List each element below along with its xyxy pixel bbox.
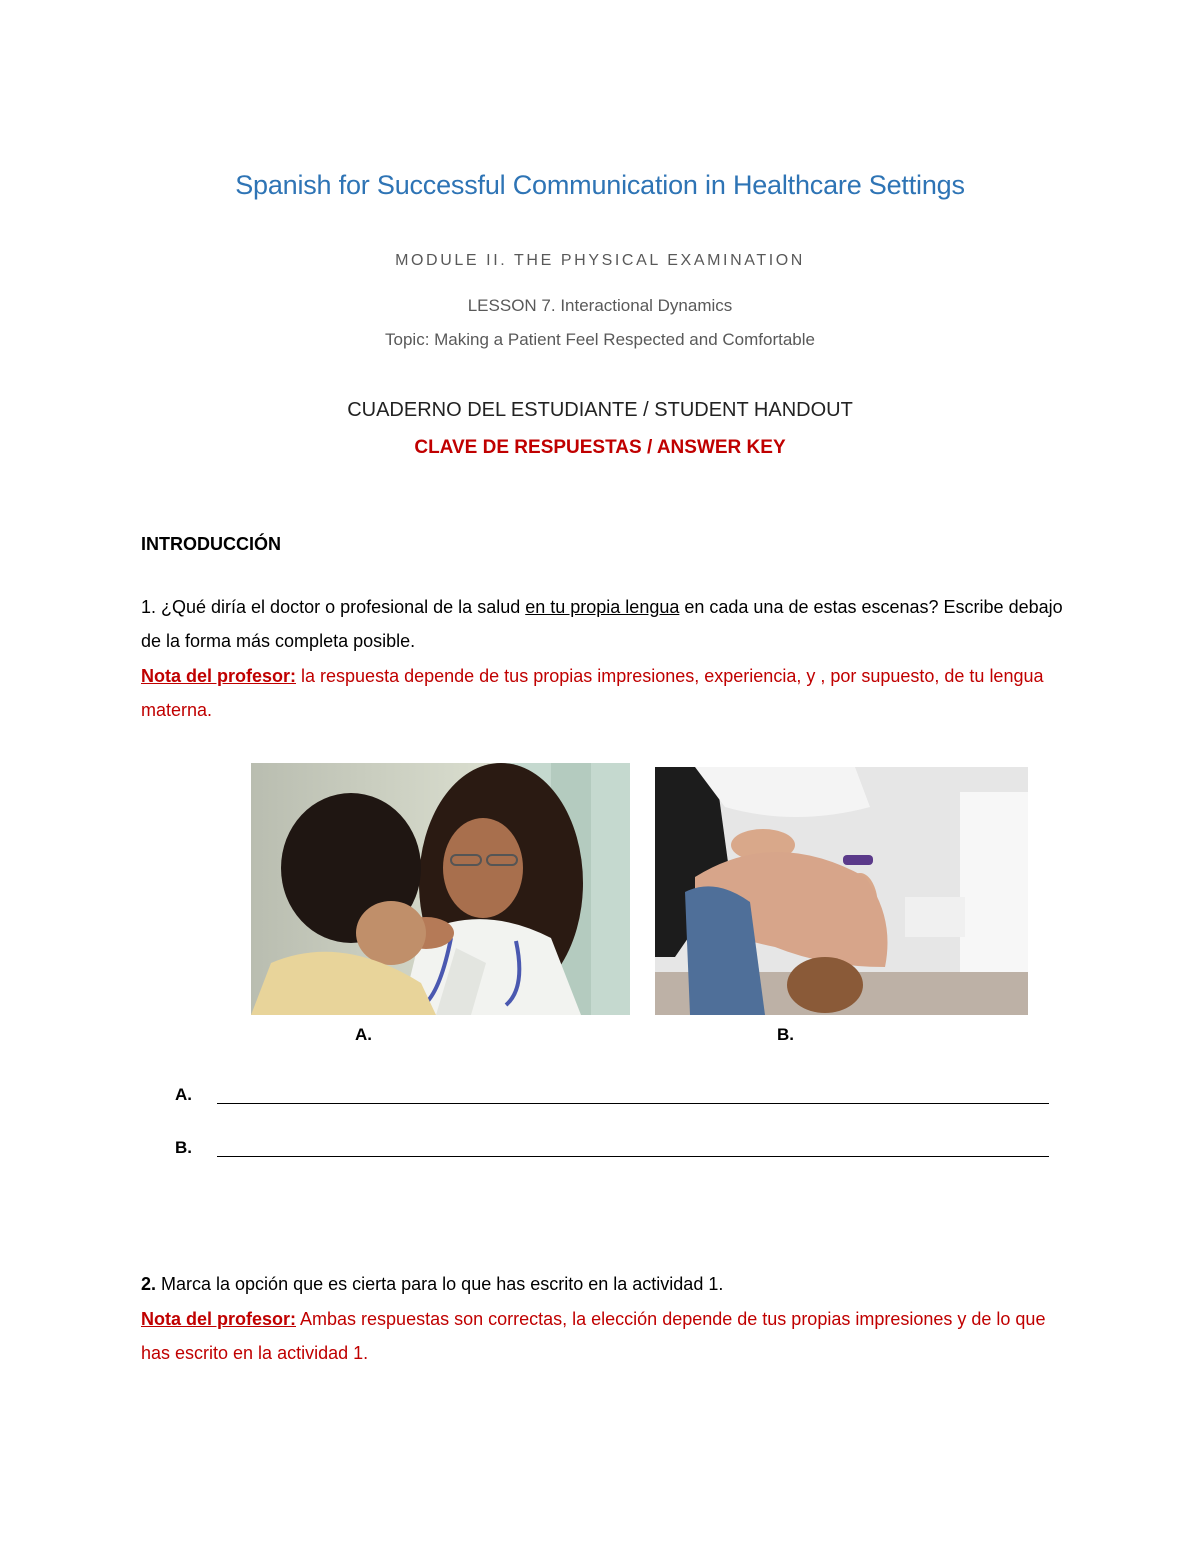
lesson-line: LESSON 7. Interactional Dynamics	[467, 296, 733, 315]
question-1-underlined: en tu propia lengua	[525, 597, 680, 617]
teacher-note-1-text: la respuesta depende de tus propias impresiones, experiencia, y , por supuesto, de tu lengua materna.	[141, 666, 1044, 720]
answer-line-a-blank[interactable]	[217, 1103, 1049, 1104]
teacher-note-2-label: Nota del profesor:	[141, 1309, 297, 1329]
photo-doctor-examining-patient	[251, 763, 630, 1015]
question-2-text: Marca la opción que es cierta para lo que has escrito en la actividad 1.	[156, 1274, 724, 1294]
photo-spine-examination	[655, 767, 1028, 1015]
photo-caption-a: A.	[355, 1025, 372, 1044]
teacher-note-1	[141, 659, 1071, 727]
teacher-note-2	[141, 1302, 1071, 1370]
question-1-suffix: en cada una de estas escenas? Escribe debajo de la forma más completa posible.	[141, 597, 1063, 651]
answer-line-b-blank[interactable]	[217, 1156, 1049, 1157]
topic-line: Topic: Making a Patient Feel Respected and Comfortable	[385, 330, 815, 349]
question-2-number: 2.	[141, 1274, 157, 1294]
answer-line-b[interactable]	[175, 1138, 192, 1158]
answer-key-title: CLAVE DE RESPUESTAS / ANSWER KEY	[414, 437, 786, 458]
module-line: MODULE II. THE PHYSICAL EXAMINATION	[395, 252, 805, 269]
answer-line-a-label: A.	[175, 1085, 192, 1104]
teacher-note-2-text: Ambas respuestas son correctas, la elección depende de tus propias impresiones y de lo que has escrito en la actividad 1.	[141, 1309, 1046, 1363]
document-title: Spanish for Successful Communication in Healthcare Settings	[235, 170, 965, 200]
handout-title: CUADERNO DEL ESTUDIANTE / STUDENT HANDOUT	[347, 399, 853, 421]
answer-line-a[interactable]	[175, 1085, 192, 1105]
teacher-note-1-label: Nota del profesor:	[141, 666, 297, 686]
question-1	[141, 590, 1071, 658]
photo-caption-b: B.	[777, 1025, 794, 1044]
answer-line-b-label: B.	[175, 1138, 192, 1157]
question-1-prefix: 1. ¿Qué diría el doctor o profesional de la salud	[141, 597, 526, 617]
section-heading-introduccion: INTRODUCCIÓN	[141, 534, 281, 554]
question-2	[141, 1267, 1071, 1301]
